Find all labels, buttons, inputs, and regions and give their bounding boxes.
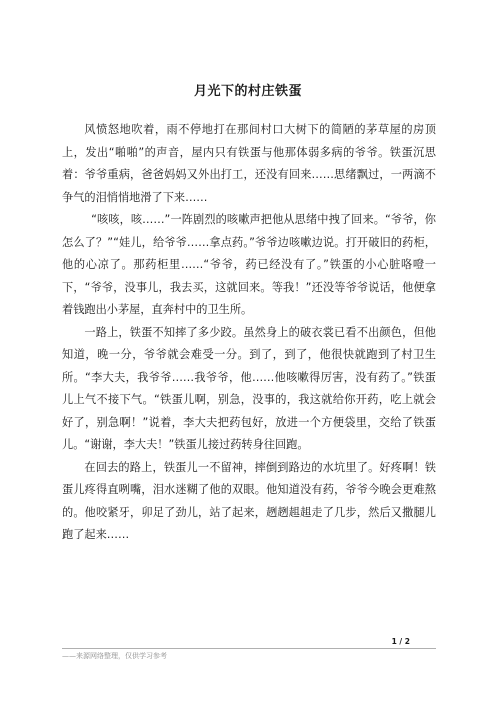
footer-divider <box>62 648 436 649</box>
paragraph-3: 一路上，铁蛋不知摔了多少跤。虽然身上的破衣裳已看不出颜色，但他知道，晚一分，爷爷就会难受一分。到了，到了，他很快就跑到了村卫生所。“李大夫，我爷爷……我爷爷，他……他咳嗽得厉害，没有药了。”铁蛋儿上气不接下气。“铁蛋儿啊，别急，没事的，我这就给你开药，吃上就会好了，别急啊！”说着，李大夫把药包好，放进一个方便袋里，交给了铁蛋儿。“谢谢，李大夫！”铁蛋儿接过药转身往回跑。 <box>62 325 436 451</box>
document-title: 月光下的村庄铁蛋 <box>193 84 302 99</box>
page-number: 1 / 2 <box>391 637 410 646</box>
paragraph-4: 在回去的路上，铁蛋儿一不留神，摔倒到路边的水坑里了。好疼啊！铁蛋儿疼得直咧嘴，泪水迷糊了他的双眼。他知道没有药，爷爷今晚会更难熬的。他咬紧牙，卯足了劲儿，站了起来，趔趔趄趄走了几步，然后又撒腿儿跑了起来…… <box>62 460 436 541</box>
document-body <box>62 119 436 547</box>
source-note: ——来源网络整理，仅供学习参考 <box>62 652 167 660</box>
paragraph-1: 风愤怒地吹着，雨不停地打在那间村口大树下的简陋的茅草屋的房顶上，发出“啪啪”的声音，屋内只有铁蛋与他那体弱多病的爷爷。铁蛋沉思着：爷爷重病，爸爸妈妈又外出打工，还没有回来……思绪飘过，一两滴不争气的泪悄悄地滑了下来…… <box>62 123 436 204</box>
paragraph-2: “咳咳，咳……”一阵剧烈的咳嗽声把他从思绪中拽了回来。“爷爷，你怎么了？”“娃儿，给爷爷……拿点药。”爷爷边咳嗽边说。打开破旧的药柜，他的心凉了。那药柜里……“爷爷，药已经没有了。”铁蛋的小心脏咯噔一下，“爷爷，没事儿，我去买，这就回来。等我！”还没等爷爷说话，他便拿着钱跑出小茅屋，直奔村中的卫生所。 <box>62 213 436 316</box>
